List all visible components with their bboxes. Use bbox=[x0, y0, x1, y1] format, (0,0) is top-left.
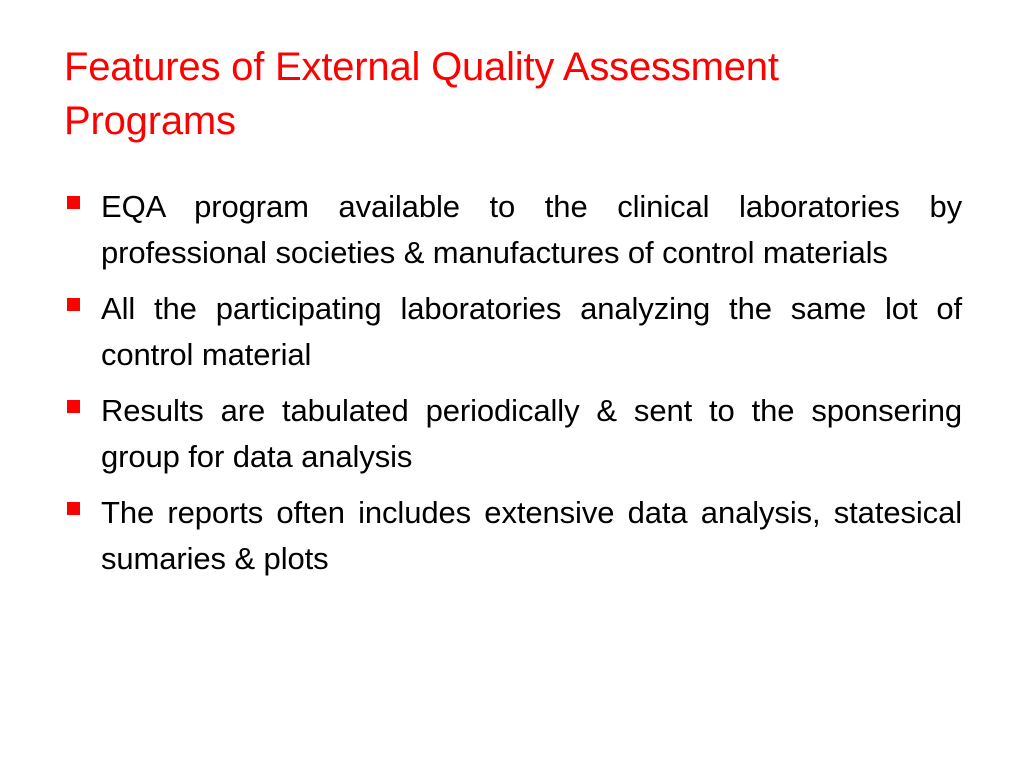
square-bullet-icon bbox=[67, 196, 80, 209]
bullet-item bbox=[64, 184, 962, 276]
square-bullet-icon bbox=[67, 298, 80, 311]
slide-title: Features of External Quality Assessment Programs bbox=[64, 45, 779, 143]
bullet-item bbox=[64, 388, 962, 480]
bullet-item bbox=[64, 286, 962, 378]
bullet-item bbox=[64, 490, 962, 582]
bullet-text: Results are tabulated periodically & sent to the sponsering group for data analysis bbox=[101, 393, 962, 474]
bullet-list bbox=[64, 184, 962, 592]
square-bullet-icon bbox=[67, 502, 80, 515]
square-bullet-icon bbox=[67, 400, 80, 413]
bullet-text: The reports often includes extensive data analysis, statesical sumaries & plots bbox=[101, 495, 962, 576]
bullet-text: EQA program available to the clinical laboratories by professional societies & manufactures of control materials bbox=[101, 189, 962, 270]
bullet-text: All the participating laboratories analyzing the same lot of control material bbox=[101, 291, 962, 372]
